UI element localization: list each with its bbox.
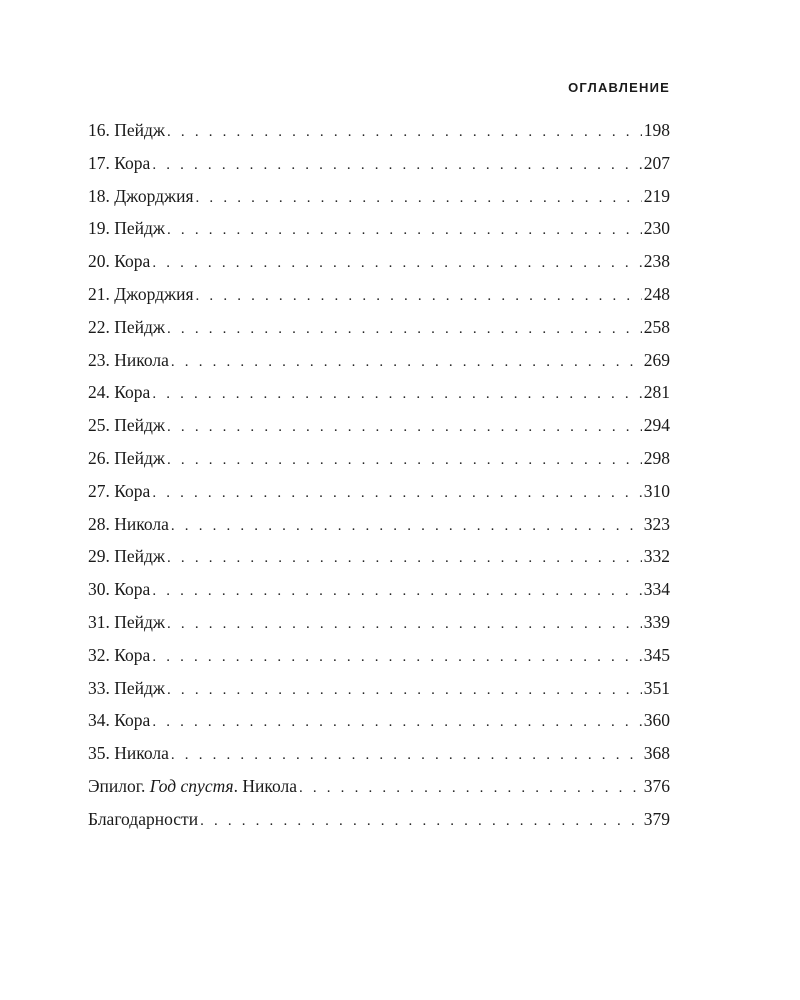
toc-entry-page: 379 — [643, 808, 670, 829]
toc-entry-title-italic: Год спустя — [149, 775, 234, 796]
toc-entry — [88, 540, 670, 573]
toc-entry-epilogue — [88, 770, 670, 803]
toc-entry-title: 19. Пейдж — [88, 218, 166, 239]
toc-entry-title: 24. Кора — [88, 382, 151, 403]
toc-entry-page: 310 — [643, 480, 670, 501]
dot-leader — [152, 378, 641, 411]
dot-leader — [171, 739, 642, 772]
toc-entry-title: 33. Пейдж — [88, 677, 166, 698]
dot-leader — [167, 608, 642, 641]
dot-leader — [152, 575, 641, 608]
toc-entry — [88, 245, 670, 278]
dot-leader — [167, 542, 642, 575]
toc-entry — [88, 704, 670, 737]
toc-entry — [88, 180, 670, 213]
toc-entry — [88, 212, 670, 245]
toc-entry-page: 351 — [643, 677, 670, 698]
dot-leader — [152, 477, 641, 510]
toc-entry-page: 294 — [643, 415, 670, 436]
toc-entry — [88, 475, 670, 508]
toc-entry — [88, 442, 670, 475]
dot-leader — [171, 346, 642, 379]
dot-leader — [167, 674, 642, 707]
toc-entry-title: 29. Пейдж — [88, 546, 166, 567]
dot-leader — [167, 313, 642, 346]
dot-leader — [152, 706, 641, 739]
toc-entry-title: 25. Пейдж — [88, 415, 166, 436]
toc-entry — [88, 672, 670, 705]
toc-entry-title: 20. Кора — [88, 251, 151, 272]
toc-entry — [88, 278, 670, 311]
running-head: ОГЛАВЛЕНИЕ — [568, 80, 670, 95]
table-of-contents — [88, 114, 670, 836]
toc-entry-page: 334 — [643, 579, 670, 600]
dot-leader — [167, 444, 642, 477]
toc-entry-title: 31. Пейдж — [88, 611, 166, 632]
dot-leader — [200, 805, 642, 838]
toc-entry-page: 238 — [643, 251, 670, 272]
toc-entry-title: 16. Пейдж — [88, 120, 166, 140]
toc-entry-page: 198 — [643, 120, 670, 140]
toc-entry — [88, 344, 670, 377]
dot-leader — [171, 510, 642, 543]
dot-leader — [152, 247, 641, 280]
dot-leader — [152, 641, 641, 674]
toc-entry — [88, 147, 670, 180]
dot-leader — [196, 280, 642, 313]
toc-entry — [88, 311, 670, 344]
toc-entry-title: 27. Кора — [88, 480, 151, 501]
dot-leader — [167, 411, 642, 444]
toc-entry-page: 219 — [643, 185, 670, 206]
toc-entry-title: 28. Никола — [88, 513, 169, 534]
toc-entry — [88, 508, 670, 541]
toc-entry-title: 18. Джорджия — [88, 185, 194, 206]
toc-entry — [88, 376, 670, 409]
toc-entry-page: 323 — [643, 513, 670, 534]
toc-entry-page: 339 — [643, 611, 670, 632]
dot-leader — [167, 214, 642, 247]
toc-entry — [88, 114, 670, 147]
toc-entry-title: 34. Кора — [88, 710, 151, 731]
toc-entry-page: 368 — [643, 743, 670, 764]
toc-entry-title: 22. Пейдж — [88, 316, 166, 337]
dot-leader — [299, 772, 642, 805]
toc-entry-page: 332 — [643, 546, 670, 567]
toc-entry-page: 298 — [643, 447, 670, 468]
toc-entry-title: 35. Никола — [88, 743, 169, 764]
toc-entry-title: Благодарности — [88, 808, 199, 829]
toc-entry-page: 281 — [643, 382, 670, 403]
toc-entry-title: 30. Кора — [88, 579, 151, 600]
toc-entry-page: 345 — [643, 644, 670, 665]
toc-entry — [88, 606, 670, 639]
toc-entry — [88, 639, 670, 672]
toc-entry-title: Эпилог. Год спустя. Никола — [88, 775, 297, 796]
toc-entry-page: 230 — [643, 218, 670, 239]
toc-entry-title: 26. Пейдж — [88, 447, 166, 468]
toc-page — [88, 78, 670, 836]
toc-entry-title: 32. Кора — [88, 644, 151, 665]
toc-entry-page: 258 — [643, 316, 670, 337]
toc-entry — [88, 573, 670, 606]
toc-entry — [88, 409, 670, 442]
toc-entry-title: 23. Никола — [88, 349, 169, 370]
toc-entry-title: 21. Джорджия — [88, 283, 194, 304]
toc-entry-page: 207 — [643, 152, 670, 173]
toc-entry-title: 17. Кора — [88, 152, 151, 173]
toc-entry-page: 269 — [643, 349, 670, 370]
dot-leader — [196, 182, 642, 215]
toc-entry-page: 376 — [643, 775, 670, 796]
toc-entry-acknowledgements — [88, 803, 670, 836]
toc-entry-page: 248 — [643, 283, 670, 304]
toc-entry — [88, 737, 670, 770]
toc-entry-page: 360 — [643, 710, 670, 731]
dot-leader — [167, 116, 642, 149]
dot-leader — [152, 149, 641, 182]
